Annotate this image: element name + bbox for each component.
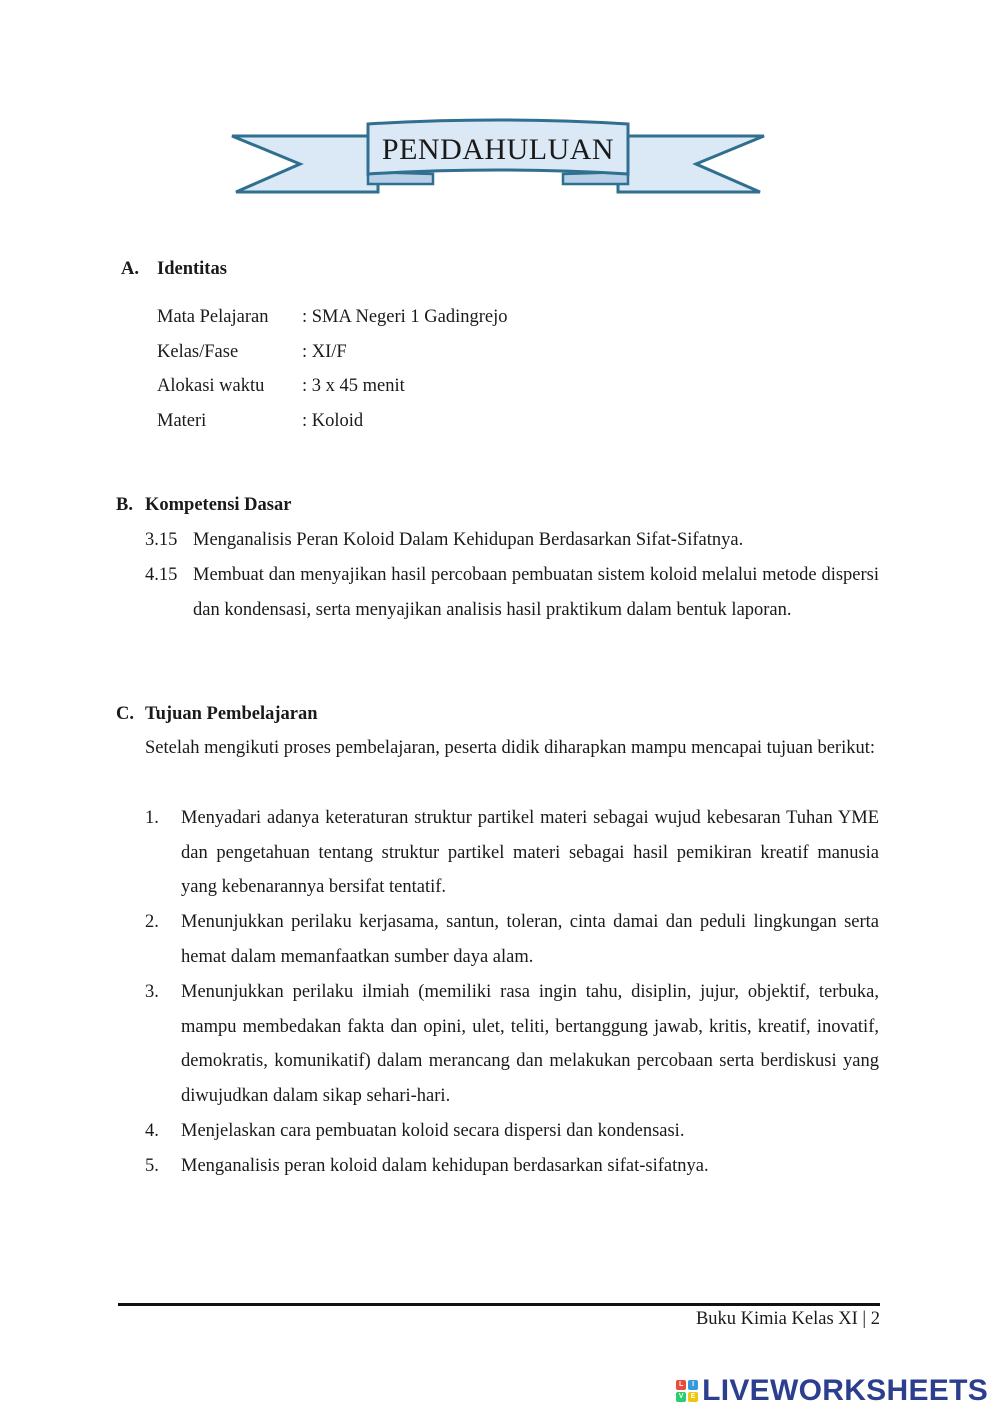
- objective-text: Menjelaskan cara pembuatan koloid secara dispersi dan kondensasi.: [181, 1121, 685, 1141]
- identity-row: [157, 307, 657, 331]
- identity-row: [157, 411, 657, 435]
- objective-number: 3.: [145, 982, 159, 1002]
- identity-label: Kelas/Fase: [157, 342, 239, 362]
- competency-text: Menganalisis Peran Koloid Dalam Kehidupan Berdasarkan Sifat-Sifatnya.: [193, 530, 744, 550]
- section-b-title: Kompetensi Dasar: [145, 495, 292, 515]
- objective-number: 4.: [145, 1121, 159, 1141]
- section-c-title: Tujuan Pembelajaran: [145, 704, 318, 724]
- objective-text: Menunjukkan perilaku kerjasama, santun, toleran, cinta damai dan peduli lingkungan serta hemat dalam memanfaatkan sumber daya alam.: [181, 912, 879, 967]
- footer-page-label: Buku Kimia Kelas XI | 2: [695, 1309, 880, 1329]
- watermark-text: LIVEWORKSHEETS: [702, 1374, 988, 1407]
- footer-divider: [118, 1303, 880, 1306]
- logo-letter: V: [676, 1392, 686, 1402]
- identity-value: : Koloid: [302, 411, 364, 431]
- liveworksheets-watermark: [676, 1374, 988, 1408]
- objective-text: Menganalisis peran koloid dalam kehidupan berdasarkan sifat-sifatnya.: [181, 1156, 709, 1176]
- section-c-heading: [116, 704, 516, 728]
- identity-value: : XI/F: [302, 342, 347, 362]
- logo-letter: I: [688, 1380, 698, 1390]
- objective-text: Menyadari adanya keteraturan struktur partikel materi sebagai wujud kebesaran Tuhan YME dan pengetahuan tentang struktur partikel materi sebagai hasil pemikiran kreatif manusia yang kebenarannya bersifat tentatif.: [181, 808, 879, 898]
- identity-label: Alokasi waktu: [157, 376, 265, 396]
- logo-letter: E: [688, 1392, 698, 1402]
- section-b-heading: [116, 495, 416, 519]
- title-banner: [228, 118, 768, 198]
- section-b-letter: B.: [116, 495, 133, 515]
- identity-label: Mata Pelajaran: [157, 307, 269, 327]
- objective-text: Menunjukkan perilaku ilmiah (memiliki rasa ingin tahu, disiplin, jujur, objektif, terbuka, mampu membedakan fakta dan opini, ulet, teliti, bertanggung jawab, kritis, kreatif, inovatif, demokratis, komunikatif) dalam merancang dan melakukan percobaan serta berdiskusi yang diwujudkan dalam sikap sehari-hari.: [181, 982, 879, 1107]
- identity-value: : 3 x 45 menit: [302, 376, 405, 396]
- objective-number: 1.: [145, 808, 159, 828]
- logo-letter: L: [676, 1380, 686, 1390]
- competency-text: Membuat dan menyajikan hasil percobaan pembuatan sistem koloid melalui metode dispersi dan kondensasi, serta menyajikan analisis hasil praktikum dalam bentuk laporan.: [193, 565, 879, 620]
- objective-number: 5.: [145, 1156, 159, 1176]
- section-a-heading: [121, 259, 421, 283]
- competency-number: 3.15: [145, 530, 178, 550]
- section-c-letter: C.: [116, 704, 134, 724]
- identity-label: Materi: [157, 411, 207, 431]
- objectives-intro: Setelah mengikuti proses pembelajaran, peserta didik diharapkan mampu mencapai tujuan berikut:: [145, 738, 876, 758]
- section-a-title: Identitas: [157, 259, 227, 279]
- section-a-letter: A.: [121, 259, 139, 279]
- liveworksheets-logo-icon: [676, 1380, 698, 1402]
- identity-row: [157, 376, 657, 400]
- identity-row: [157, 342, 657, 366]
- objective-number: 2.: [145, 912, 159, 932]
- banner-title: PENDAHULUAN: [381, 133, 615, 166]
- identity-value: : SMA Negeri 1 Gadingrejo: [302, 307, 508, 327]
- competency-number: 4.15: [145, 565, 178, 585]
